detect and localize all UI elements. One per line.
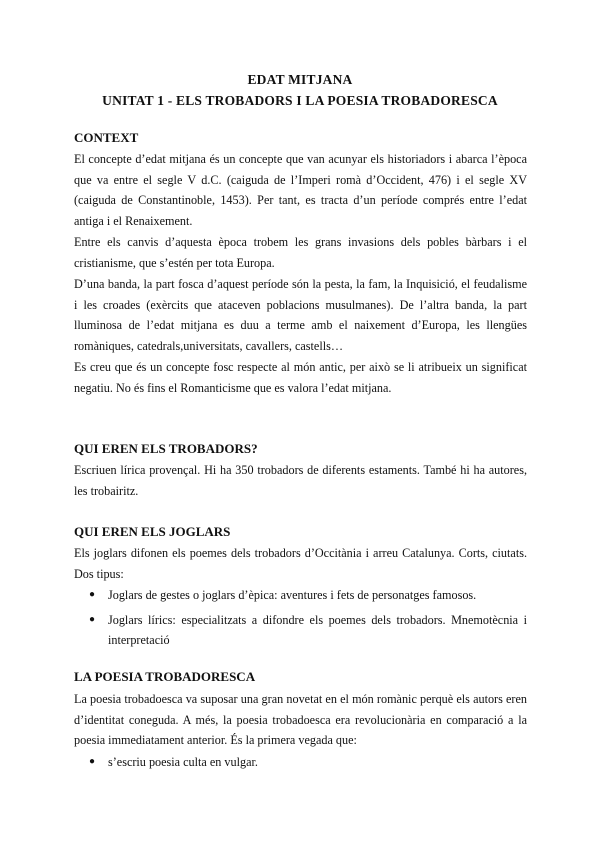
list-item: [74, 585, 527, 606]
trobadors-paragraph: Escriuen lírica provençal. Hi ha 350 trobadors de diferents estaments. També hi ha autores, les trobairitz.: [74, 463, 527, 498]
document-title: EDAT MITJANA: [247, 72, 353, 87]
joglars-types-list: [74, 585, 527, 655]
section-heading-context: CONTEXT: [74, 130, 139, 145]
bullet-icon: ●: [89, 613, 96, 625]
context-paragraph-4: Es creu que és un concepte fosc respecte al món antic, per això se li atribueix un significat negatiu. No és fins el Romanticisme que es valora l’edat mitjana.: [74, 360, 527, 395]
list-item-text: Joglars de gestes o joglars d’èpica: aventures i fets de personatges famosos.: [108, 588, 477, 602]
context-paragraph-1: El concepte d’edat mitjana és un concepte que van acunyar els historiadors i abarca l’època que va entre el segle V d.C. (caiguda de l’Imperi romà d’Occident, 476) i el segle XV (caiguda de Constantinoble, 1453). Per tant, es tracta d’un període comprés entre l’edat antiga i el Renaixement.: [74, 152, 527, 228]
document-subtitle: UNITAT 1 - ELS TROBADORS I LA POESIA TROBADORESCA: [102, 93, 498, 108]
bullet-icon: ●: [89, 756, 96, 767]
section-heading-joglars: QUI EREN ELS JOGLARS: [74, 524, 231, 539]
section-heading-trobadors: QUI EREN ELS TROBADORS?: [74, 441, 258, 456]
list-item: [74, 610, 527, 651]
joglars-paragraph: Els joglars difonen els poemes dels trobadors d’Occitània i arreu Catalunya. Corts, ciutats. Dos tipus:: [74, 546, 527, 581]
section-heading-poesia: LA POESIA TROBADORESCA: [74, 669, 256, 684]
context-paragraph-3: D’una banda, la part fosca d’aquest període són la pesta, la fam, la Inquisició, el feudalisme i les croades (exèrcits que ataceven poblacions musulmanes). De l’altra banda, la part lluminosa de l’edat mitjana es duu a terme amb el naixement d’Europa, les llengües romàniques, catedrals,universitats, cavallers, castells…: [74, 277, 527, 353]
poesia-features-list: [74, 752, 527, 777]
bullet-icon: ●: [89, 589, 96, 600]
list-item: [74, 752, 527, 773]
context-paragraph-2: Entre els canvis d’aquesta època trobem les grans invasions dels pobles bàrbars i el cristianisme, que s’estén per tota Europa.: [74, 235, 527, 270]
list-item-text: s’escriu poesia culta en vulgar.: [108, 755, 258, 769]
poesia-paragraph: La poesia trobadoesca va suposar una gran novetat en el món romànic perquè els autors eren d’identitat coneguda. A més, la poesia trobadoesca era revolucionària en comparació a la poesia immediatament anterior. És la primera vegada que:: [74, 692, 527, 748]
list-item-text: Joglars lírics: especialitzats a difondre els poemes dels trobadors. Mnemotècnia i interpretació: [108, 612, 527, 648]
